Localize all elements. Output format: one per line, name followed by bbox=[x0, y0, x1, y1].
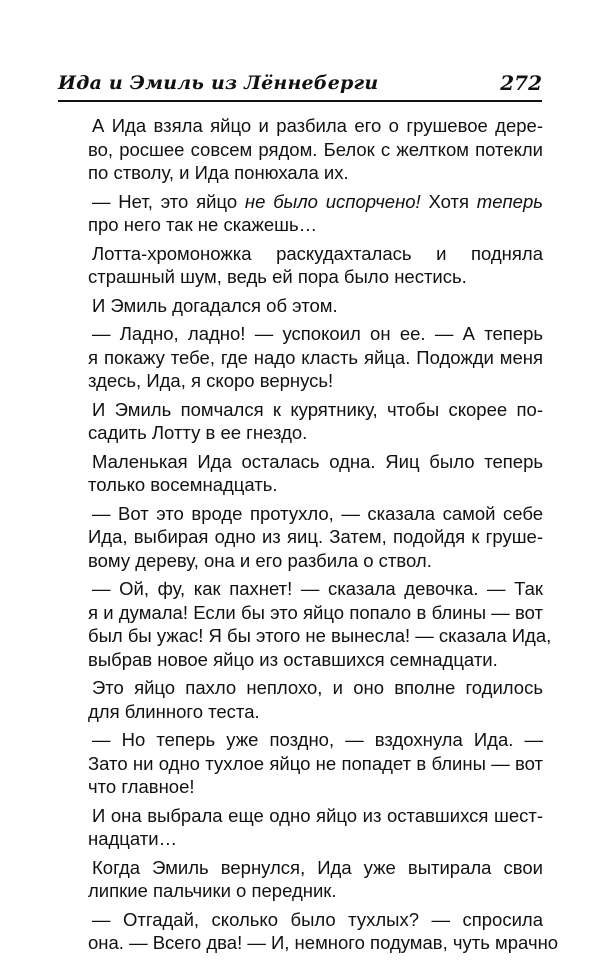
text-line: она. — Всего два! — И, немного подумав, чуть мрачно bbox=[88, 932, 559, 953]
text-line: здесь, Ида, я скоро вернусь! bbox=[88, 370, 334, 391]
text-line: липкие пальчики о передник. bbox=[88, 880, 337, 901]
page-number: 272 bbox=[500, 71, 542, 95]
text-run: Хотя bbox=[420, 190, 477, 212]
text-line: был бы ужас! Я бы этого не вынесла! — сказала Ида, bbox=[88, 625, 552, 646]
text-line: — Ладно, ладно! — успокоил он ее. — А теперь bbox=[92, 323, 543, 344]
text-line: — Ой, фу, как пахнет! — сказала девочка. — Так bbox=[92, 578, 543, 599]
running-title: Ида и Эмиль из Лённеберги bbox=[58, 72, 379, 94]
text-line: надцати… bbox=[88, 828, 178, 849]
text-line: садить Лотту в ее гнездо. bbox=[88, 422, 308, 443]
italic-run: теперь bbox=[476, 190, 543, 212]
text-run: — Нет, это яйцо bbox=[92, 190, 245, 212]
text-line: Маленькая Ида осталась одна. Яиц было теперь bbox=[92, 450, 543, 472]
text-line: — Отгадай, сколько было тухлых? — спросила bbox=[92, 908, 543, 930]
text-line: я и думала! Если бы это яйцо попало в блины — вот bbox=[88, 601, 543, 623]
text-line: — Но теперь уже поздно, — вздохнула Ида. — bbox=[92, 729, 543, 750]
text-line: про него так не скажешь… bbox=[88, 214, 318, 235]
header-rule bbox=[58, 100, 542, 102]
text-line: вому дереву, она и его разбила о ствол. bbox=[88, 549, 432, 571]
text-line: И она выбрала еще одно яйцо из оставшихся шест- bbox=[92, 804, 543, 826]
text-line: И Эмиль помчался к курятнику, чтобы скорее по- bbox=[92, 398, 543, 420]
text-line: для блинного теста. bbox=[88, 700, 260, 722]
text-line: Лотта-хромоножка раскудахталась и подняла bbox=[92, 242, 543, 264]
body-text bbox=[88, 114, 559, 955]
text-line bbox=[88, 190, 543, 214]
text-line: Когда Эмиль вернулся, Ида уже вытирала свои bbox=[92, 856, 543, 878]
text-line: страшный шум, ведь ей пора было нестись. bbox=[88, 266, 467, 287]
text-line: — Вот это вроде протухло, — сказала самой себе bbox=[92, 502, 543, 524]
text-line: только восемнадцать. bbox=[88, 474, 278, 495]
text-line: во, росшее совсем рядом. Белок с желтком потекли bbox=[88, 138, 543, 160]
text-line: я покажу тебе, где надо класть яйца. Подожди меня bbox=[88, 346, 543, 368]
text-line: И Эмиль догадался об этом. bbox=[92, 294, 338, 316]
text-line: Это яйцо пахло неплохо, и оно вполне годилось bbox=[92, 677, 543, 698]
text-line: по стволу, и Ида понюхала их. bbox=[88, 162, 349, 183]
text-line: А Ида взяла яйцо и разбила его о грушевое дере- bbox=[92, 115, 543, 136]
text-line: Зато ни одно тухлое яйцо не попадет в блины — вот bbox=[88, 752, 543, 774]
text-line: что главное! bbox=[88, 776, 195, 797]
text-line: Ида, выбирая одно из яиц. Затем, подойдя к груше- bbox=[88, 526, 543, 547]
text-line: выбрав новое яйцо из оставшихся семнадцати. bbox=[88, 648, 498, 670]
italic-run: не было испорчено! bbox=[244, 190, 421, 212]
page-header bbox=[58, 62, 542, 102]
